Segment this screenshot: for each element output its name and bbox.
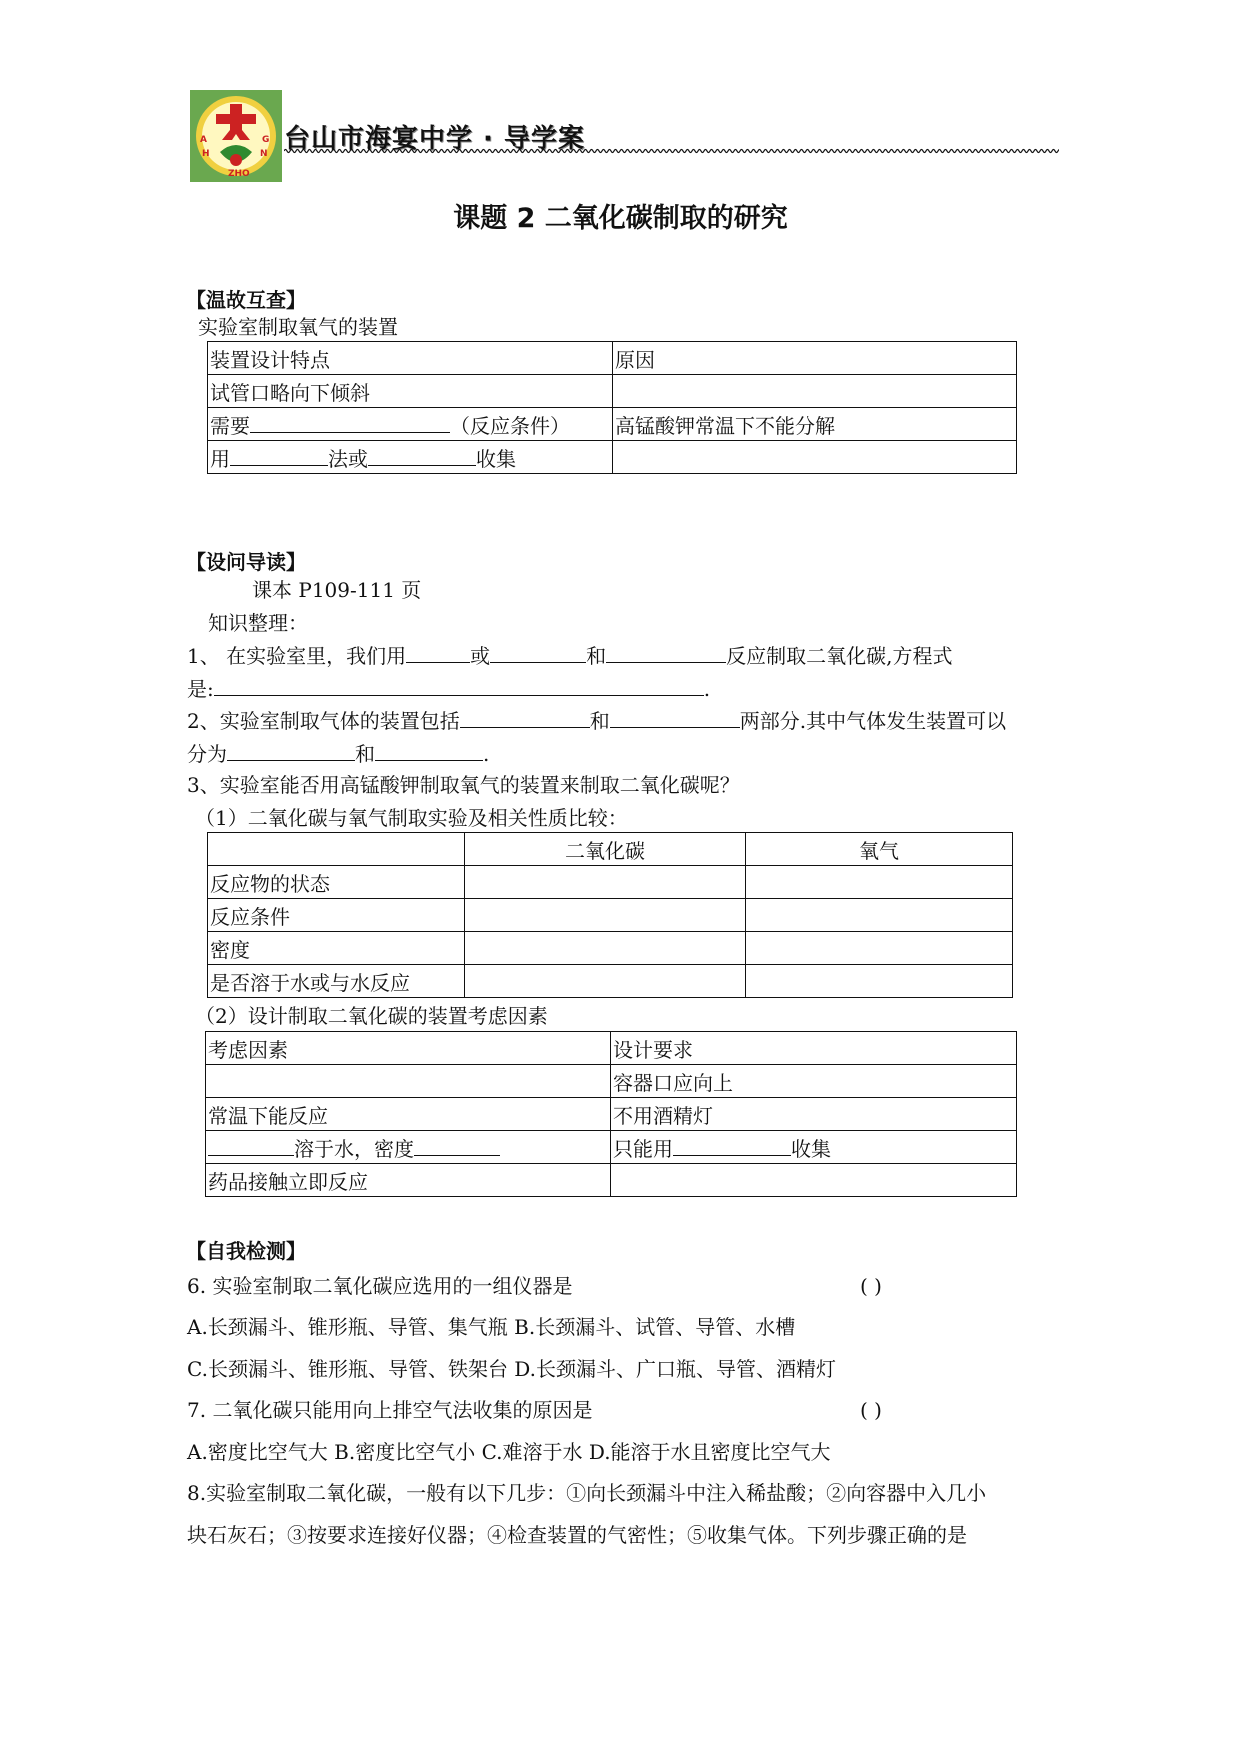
question-3-2: （2）设计制取二氧化碳的装置考虑因素: [195, 1004, 548, 1028]
table-cell: [208, 441, 613, 474]
oxygen-apparatus-table: [207, 341, 1017, 474]
table-cell[interactable]: [465, 932, 746, 965]
table-cell: [208, 408, 613, 441]
co2-oxygen-compare-table: [207, 832, 1013, 998]
knowledge-label: 知识整理：: [208, 611, 308, 635]
review-subtitle: 实验室制取氧气的装置: [198, 315, 398, 339]
q1-text: 或: [470, 644, 491, 668]
cell-text: 收集: [791, 1136, 831, 1161]
school-name-header: 台山市海宴中学 · 导学案: [284, 124, 585, 154]
table-cell: 容器口应向上: [611, 1065, 1017, 1098]
table-header-cell: 设计要求: [611, 1032, 1017, 1065]
fill-blank[interactable]: [406, 642, 470, 663]
table-cell: 是否溶于水或与水反应: [208, 965, 465, 998]
cell-text: 用: [210, 446, 230, 471]
question-6: 6. 实验室制取二氧化碳应选用的一组仪器是: [187, 1274, 573, 1298]
cell-text: 溶于水，密度: [294, 1136, 414, 1161]
question-7: 7. 二氧化碳只能用向上排空气法收集的原因是: [187, 1398, 593, 1422]
question-3-1: （1）二氧化碳与氧气制取实验及相关性质比较：: [195, 806, 628, 830]
question-2: [187, 707, 1006, 734]
table-cell[interactable]: [611, 1164, 1017, 1197]
table-header-cell: 考虑因素: [206, 1032, 611, 1065]
fill-blank[interactable]: [250, 412, 450, 433]
svg-text:ZHO: ZHO: [228, 169, 250, 179]
fill-blank[interactable]: [606, 642, 726, 663]
fill-blank[interactable]: [208, 1135, 294, 1156]
table-row: [208, 342, 1017, 375]
table-row: [208, 932, 1013, 965]
table-cell[interactable]: [465, 965, 746, 998]
page-title: 课题 2 二氧化碳制取的研究: [453, 203, 788, 234]
table-cell: 试管口略向下倾斜: [208, 375, 613, 408]
fill-blank[interactable]: [610, 707, 740, 728]
fill-blank[interactable]: [490, 642, 586, 663]
q2-text: 分为: [187, 742, 227, 766]
fill-blank[interactable]: [375, 740, 483, 761]
table-cell[interactable]: [465, 899, 746, 932]
question-8-cont: 块石灰石；③按要求连接好仪器；④检查装置的气密性；⑤收集气体。下列步骤正确的是: [187, 1523, 967, 1547]
co2-apparatus-design-table: [205, 1031, 1017, 1197]
table-cell[interactable]: [746, 965, 1013, 998]
cell-text: 法或: [328, 446, 368, 471]
section-guide: 【设问导读】: [186, 550, 306, 574]
fill-blank[interactable]: [414, 1135, 500, 1156]
question-3: 3、实验室能否用高锰酸钾制取氧气的装置来制取二氧化碳呢？: [187, 773, 740, 797]
table-cell[interactable]: [206, 1065, 611, 1098]
section-self-check: 【自我检测】: [186, 1239, 306, 1263]
section-review: 【温故互查】: [186, 288, 306, 312]
table-cell: [208, 833, 465, 866]
table-cell: 药品接触立即反应: [206, 1164, 611, 1197]
question-1: [187, 642, 952, 669]
svg-text:N: N: [260, 149, 268, 159]
q2-text: 两部分.其中气体发生装置可以: [739, 709, 1007, 733]
q1-text: 反应制取二氧化碳,方程式: [726, 644, 953, 668]
q1-text: 1、 在实验室里，我们用: [187, 644, 407, 668]
table-header-cell: 氧气: [746, 833, 1013, 866]
cell-text: （反应条件）: [450, 413, 570, 438]
cell-text: 只能用: [613, 1136, 673, 1161]
q1-text: 是:: [187, 677, 214, 701]
table-header-cell: 二氧化碳: [465, 833, 746, 866]
q2-text: 2、实验室制取气体的装置包括: [187, 709, 460, 733]
question-8: 8.实验室制取二氧化碳，一般有以下几步：①向长颈漏斗中注入稀盐酸；②向容器中入几小: [187, 1481, 987, 1505]
table-cell[interactable]: [746, 899, 1013, 932]
svg-text:A: A: [200, 135, 207, 145]
table-cell: 不用酒精灯: [611, 1098, 1017, 1131]
table-cell: [611, 1131, 1017, 1164]
table-cell: [613, 375, 1017, 408]
answer-paren-7[interactable]: ( ): [860, 1398, 882, 1422]
svg-text:H: H: [202, 149, 210, 159]
question-6-options-ab: A.长颈漏斗、锥形瓶、导管、集气瓶 B.长颈漏斗、试管、导管、水槽: [187, 1315, 796, 1339]
table-cell: 密度: [208, 932, 465, 965]
cell-text: 需要: [210, 413, 250, 438]
table-cell: 装置设计特点: [208, 342, 613, 375]
fill-blank[interactable]: [214, 675, 704, 696]
table-cell: 常温下能反应: [206, 1098, 611, 1131]
table-row: [208, 833, 1013, 866]
table-cell[interactable]: [746, 932, 1013, 965]
svg-text:G: G: [262, 135, 270, 145]
fill-blank[interactable]: [368, 445, 476, 466]
table-row: [206, 1098, 1017, 1131]
table-row: [208, 866, 1013, 899]
question-1-cont: 是: .: [187, 677, 711, 701]
table-row: [206, 1065, 1017, 1098]
table-row: [208, 965, 1013, 998]
q2-text: 和: [589, 709, 610, 733]
fill-blank[interactable]: [460, 707, 590, 728]
page-reference: 课本 P109-111 页: [252, 578, 422, 602]
table-row: [208, 441, 1017, 474]
table-row: [206, 1131, 1017, 1164]
question-6-options-cd: C.长颈漏斗、锥形瓶、导管、铁架台 D.长颈漏斗、广口瓶、导管、酒精灯: [187, 1357, 836, 1381]
table-row: [208, 408, 1017, 441]
fill-blank[interactable]: [673, 1135, 791, 1156]
table-cell: 高锰酸钾常温下不能分解: [613, 408, 1017, 441]
q1-text: 和: [586, 644, 607, 668]
question-7-options: A.密度比空气大 B.密度比空气小 C.难溶于水 D.能溶于水且密度比空气大: [187, 1440, 831, 1464]
fill-blank[interactable]: [227, 740, 355, 761]
table-cell: [613, 441, 1017, 474]
q2-text: 和: [355, 742, 375, 766]
table-cell: [206, 1131, 611, 1164]
answer-paren-6[interactable]: ( ): [860, 1274, 882, 1298]
table-cell: 反应物的状态: [208, 866, 465, 899]
table-row: [206, 1032, 1017, 1065]
table-cell[interactable]: [746, 866, 1013, 899]
table-row: [208, 899, 1013, 932]
question-2-cont: 分为 和 .: [187, 742, 490, 766]
header-wavy-line: [284, 148, 1059, 154]
table-cell: 反应条件: [208, 899, 465, 932]
table-cell: 原因: [613, 342, 1017, 375]
fill-blank[interactable]: [230, 445, 328, 466]
table-row: [206, 1164, 1017, 1197]
table-cell[interactable]: [465, 866, 746, 899]
table-row: [208, 375, 1017, 408]
cell-text: 收集: [476, 446, 516, 471]
school-logo: [190, 90, 282, 182]
